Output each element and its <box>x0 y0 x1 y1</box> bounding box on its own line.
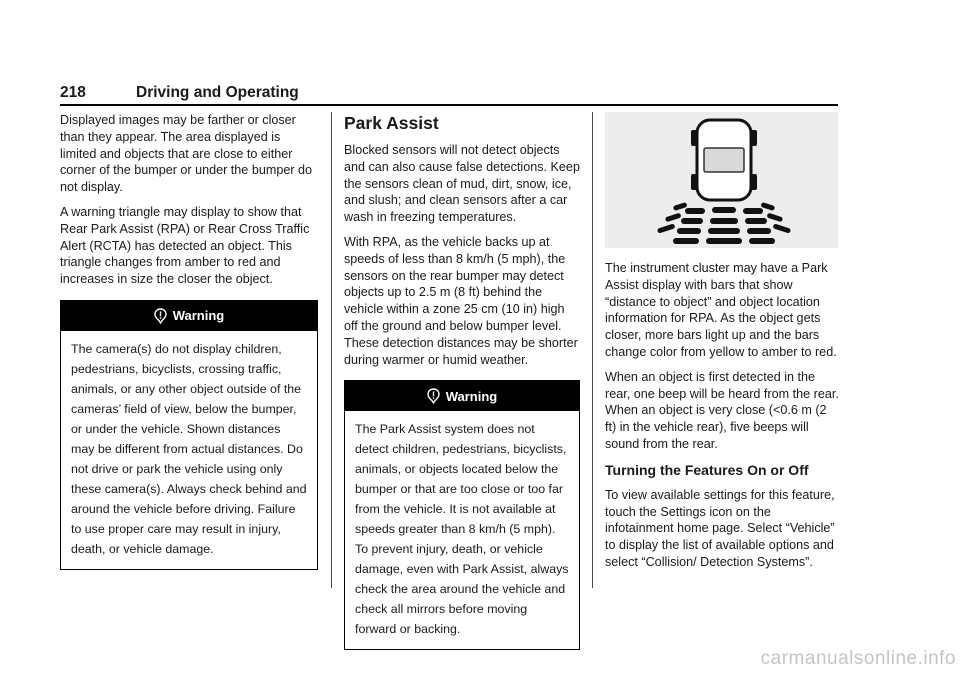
watermark: carmanualsonline.info <box>760 648 956 669</box>
park-assist-diagram <box>605 112 838 248</box>
section-title: Driving and Operating <box>136 84 299 101</box>
sensor-bar <box>685 208 705 214</box>
sensor-bar <box>706 238 742 244</box>
sensor-bar <box>665 213 682 223</box>
sensor-bar <box>677 228 701 234</box>
sensor-bar <box>710 218 738 224</box>
column-middle <box>344 112 580 650</box>
warning-box <box>344 380 580 650</box>
column-left <box>60 112 318 570</box>
warning-header <box>61 301 317 331</box>
sensor-bar <box>673 238 699 244</box>
sensor-bar <box>766 213 783 223</box>
warning-box <box>60 300 318 570</box>
body-paragraph: Displayed images may be farther or closer than they appear. The area displayed is limited and objects that are close to either corner of the bumper or under the bumper do not display. <box>60 113 313 195</box>
warning-icon <box>154 308 167 324</box>
body-paragraph: Blocked sensors will not detect objects and can also cause false detections. Keep the sensors clean of mud, dirt, snow, ice, and slush; and clean sensors after a car wash in freezing temperatures. <box>344 143 580 225</box>
car-wheel-icon <box>691 174 697 190</box>
sensor-bar <box>749 238 775 244</box>
sensor-bar <box>681 218 703 224</box>
warning-title: Warning <box>445 388 498 404</box>
subsection-heading: Turning the Features On or Off <box>605 461 809 478</box>
car-wheel-icon <box>751 130 757 146</box>
warning-text: The Park Assist system does not detect children, pedestrians, bicyclists, animals, or objects located below the bumper or that are too close or too far from the vehicle. It is not available at speeds greater than 8 km/h (5 mph). To prevent injury, death, or vehicle damage, even with Park Assist, always check the area around the vehicle and check all mirrors before moving forward or backing. <box>355 422 569 637</box>
body-paragraph: With RPA, as the vehicle backs up at speeds of less than 8 km/h (5 mph), the sensors on the rear bumper may detect objects up to 2.5 m (8 ft) behind the vehicle within a zone 25 cm (10 in) high off the ground and below bumper level. These detection distances may be shorter during warmer or humid weather. <box>344 234 578 367</box>
page-number: 218 <box>60 84 86 101</box>
body-paragraph: When an object is first detected in the rear, one beep will be heard from the rear. When an object is very close (<0.6 m (2 ft) in the vehicle rear), five beeps will sound from the rear. <box>605 369 839 451</box>
sensor-bar <box>743 208 763 214</box>
sensor-bar <box>657 223 676 233</box>
car-window-icon <box>704 148 744 172</box>
car-wheel-icon <box>751 174 757 190</box>
warning-icon <box>427 388 440 404</box>
park-assist-illustration <box>605 112 838 248</box>
column-right <box>605 112 840 579</box>
body-paragraph: The instrument cluster may have a Park Assist display with bars that show “distance to object” and object location information for RPA. As the object gets closer, more bars light up and the bars change color from yellow to amber to red. <box>605 261 837 359</box>
column-divider <box>331 112 332 588</box>
column-divider <box>592 112 593 588</box>
car-wheel-icon <box>691 130 697 146</box>
warning-header <box>345 381 579 411</box>
body-paragraph: To view available settings for this feature, touch the Settings icon on the infotainment home page. Select “Vehicle” to display the list of available options and select “Collision/ Detection Systems”. <box>605 487 835 569</box>
sensor-bar <box>773 223 792 233</box>
sensor-bar <box>745 218 767 224</box>
page-header <box>60 82 838 106</box>
warning-text: The camera(s) do not display children, pedestrians, bicyclists, crossing traffic, animals, or any other object outside of the cameras’ field of view, below the bumper, or under the vehicle. Shown distances may be different from actual distances. Do not drive or park the vehicle using only these camera(s). Always check behind and around the vehicle before driving. Failure to use proper care may result in injury, death, or vehicle damage. <box>71 341 307 556</box>
warning-title: Warning <box>172 308 225 324</box>
sensor-bar <box>708 228 740 234</box>
sensor-bar <box>747 228 771 234</box>
sensor-bar <box>712 207 736 213</box>
section-heading: Park Assist <box>344 113 439 133</box>
body-paragraph: A warning triangle may display to show that Rear Park Assist (RPA) or Rear Cross Traffic Alert (RCTA) has detected an object. This triangle changes from amber to red and increases in size the closer the object. <box>60 204 310 287</box>
